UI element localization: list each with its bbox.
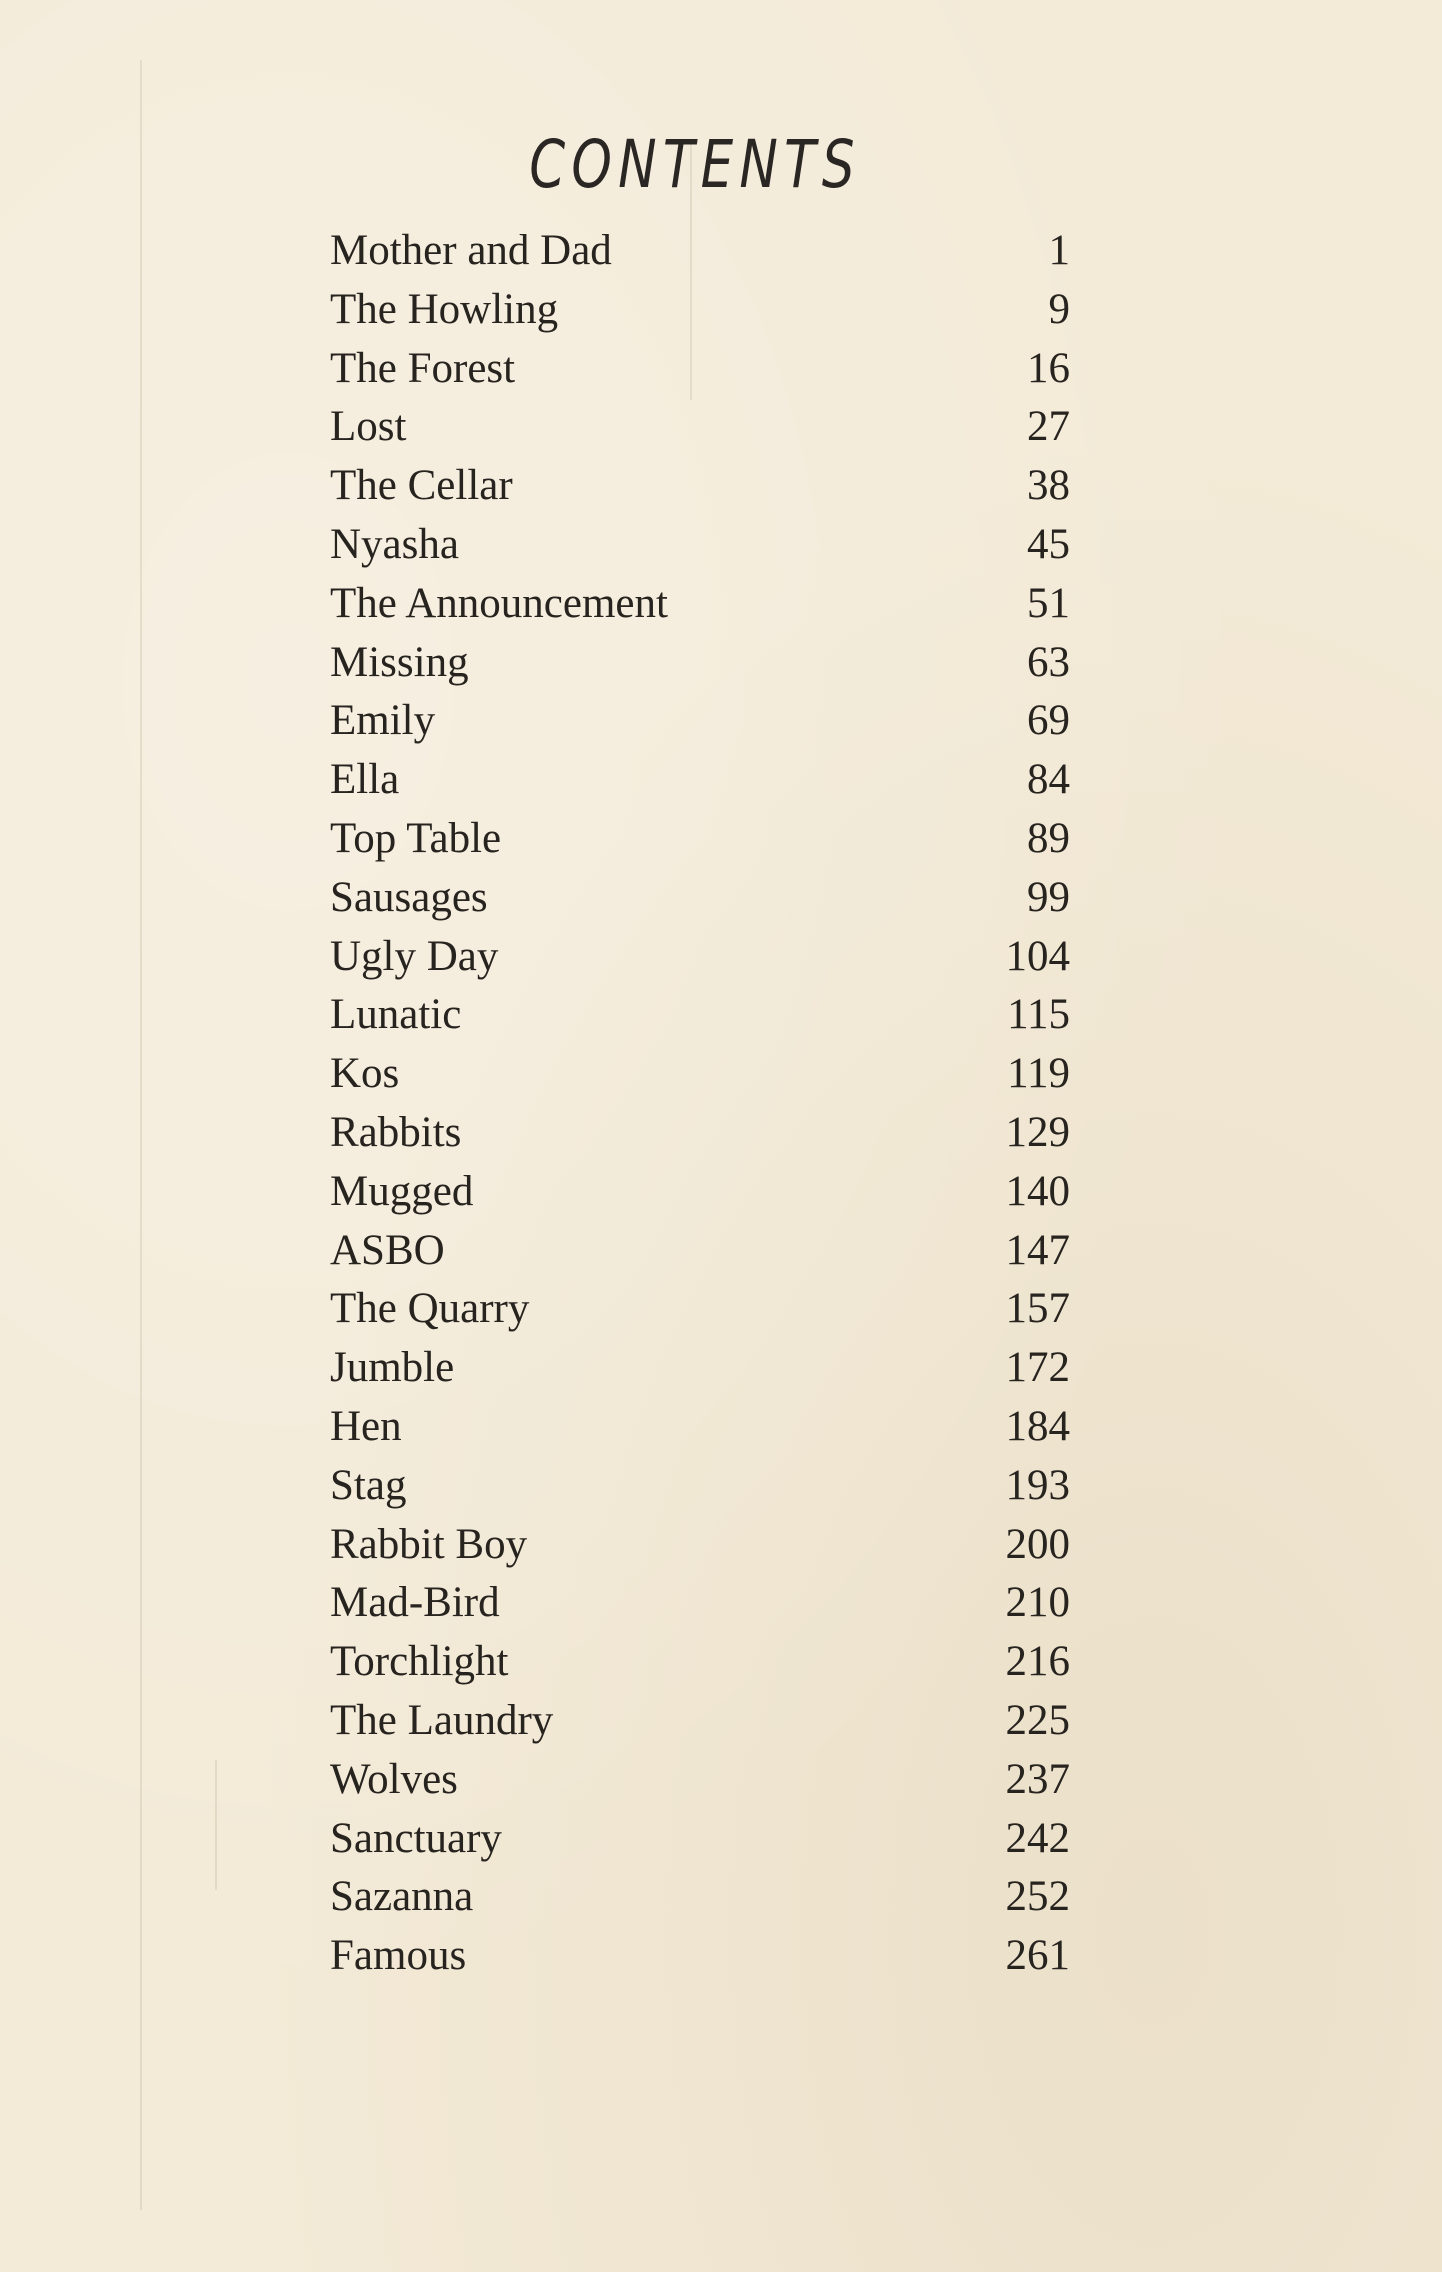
chapter-page-number: 99 <box>1027 873 1070 921</box>
toc-entry <box>330 1574 1070 1633</box>
chapter-title: Wolves <box>330 1755 458 1803</box>
chapter-page-number: 252 <box>1005 1873 1070 1921</box>
chapter-page-number: 237 <box>1005 1755 1070 1803</box>
toc-entry <box>330 1045 1070 1104</box>
chapter-title: Ugly Day <box>330 932 499 980</box>
chapter-page-number: 140 <box>1005 1167 1070 1215</box>
toc-entry <box>330 1163 1070 1222</box>
toc-entry <box>330 986 1070 1045</box>
chapter-page-number: 157 <box>1005 1285 1070 1333</box>
toc-entry <box>330 340 1070 399</box>
paper-crease <box>140 60 142 2210</box>
chapter-title: Sausages <box>330 873 488 921</box>
chapter-page-number: 16 <box>1027 344 1070 392</box>
table-of-contents <box>330 222 1070 1986</box>
toc-entry <box>330 281 1070 340</box>
chapter-title: Sazanna <box>330 1873 474 1921</box>
chapter-title: Famous <box>330 1932 467 1980</box>
chapter-page-number: 9 <box>1048 285 1070 333</box>
chapter-page-number: 261 <box>1005 1932 1070 1980</box>
chapter-page-number: 242 <box>1005 1814 1070 1862</box>
toc-entry <box>330 1810 1070 1869</box>
toc-entry <box>330 1457 1070 1516</box>
chapter-page-number: 89 <box>1027 814 1070 862</box>
toc-entry <box>330 1516 1070 1575</box>
toc-entry <box>330 1692 1070 1751</box>
toc-entry <box>330 222 1070 281</box>
toc-entry <box>330 457 1070 516</box>
chapter-page-number: 200 <box>1005 1520 1070 1568</box>
chapter-title: Sanctuary <box>330 1814 502 1862</box>
chapter-title: Mugged <box>330 1167 474 1215</box>
chapter-page-number: 84 <box>1027 756 1070 804</box>
chapter-page-number: 216 <box>1005 1638 1070 1686</box>
toc-entry <box>330 575 1070 634</box>
chapter-page-number: 69 <box>1027 697 1070 745</box>
chapter-page-number: 225 <box>1005 1696 1070 1744</box>
chapter-title: The Laundry <box>330 1696 554 1744</box>
toc-entry <box>330 1751 1070 1810</box>
toc-entry <box>330 1104 1070 1163</box>
chapter-page-number: 147 <box>1005 1226 1070 1274</box>
contents-heading: CONTENTS <box>529 126 861 204</box>
chapter-title: Missing <box>330 638 469 686</box>
toc-entry <box>330 692 1070 751</box>
toc-entry <box>330 810 1070 869</box>
chapter-title: The Announcement <box>330 579 668 627</box>
toc-entry <box>330 928 1070 987</box>
chapter-title: Mother and Dad <box>330 227 612 274</box>
chapter-title: The Cellar <box>330 462 513 510</box>
chapter-title: Jumble <box>330 1344 455 1392</box>
chapter-page-number: 38 <box>1027 462 1070 510</box>
toc-entry <box>330 751 1070 810</box>
chapter-page-number: 63 <box>1027 638 1070 686</box>
chapter-page-number: 193 <box>1005 1461 1070 1509</box>
toc-entry <box>330 1339 1070 1398</box>
chapter-title: Mad-Bird <box>330 1579 500 1627</box>
chapter-page-number: 45 <box>1027 520 1070 568</box>
toc-entry <box>330 398 1070 457</box>
chapter-page-number: 27 <box>1027 403 1070 451</box>
toc-entry <box>330 1633 1070 1692</box>
chapter-title: Kos <box>330 1050 400 1098</box>
toc-entry <box>330 1927 1070 1986</box>
chapter-page-number: 184 <box>1005 1402 1070 1450</box>
chapter-title: Ella <box>330 756 400 804</box>
toc-entry <box>330 1398 1070 1457</box>
chapter-page-number: 210 <box>1005 1579 1070 1627</box>
chapter-page-number: 172 <box>1005 1344 1070 1392</box>
toc-entry <box>330 869 1070 928</box>
chapter-title: Emily <box>330 697 436 745</box>
chapter-page-number: 129 <box>1005 1108 1070 1156</box>
chapter-title: Top Table <box>330 814 502 862</box>
chapter-title: The Quarry <box>330 1285 530 1333</box>
chapter-title: The Howling <box>330 285 559 333</box>
chapter-title: Lunatic <box>330 991 462 1039</box>
toc-entry <box>330 1868 1070 1927</box>
toc-entry <box>330 1222 1070 1281</box>
chapter-page-number: 104 <box>1005 932 1070 980</box>
chapter-title: Hen <box>330 1402 402 1450</box>
chapter-title: The Forest <box>330 344 516 392</box>
toc-entry <box>330 516 1070 575</box>
chapter-title: Stag <box>330 1461 407 1509</box>
chapter-title: Nyasha <box>330 520 459 568</box>
chapter-title: ASBO <box>330 1226 445 1274</box>
chapter-title: Lost <box>330 403 407 451</box>
chapter-title: Rabbit Boy <box>330 1520 528 1568</box>
chapter-page-number: 51 <box>1027 579 1070 627</box>
paper-crease <box>215 1760 217 1890</box>
chapter-page-number: 115 <box>1007 991 1070 1039</box>
chapter-page-number: 119 <box>1007 1050 1070 1098</box>
toc-entry <box>330 634 1070 693</box>
chapter-title: Torchlight <box>330 1638 509 1686</box>
chapter-title: Rabbits <box>330 1108 462 1156</box>
chapter-page-number: 1 <box>1048 227 1070 274</box>
toc-entry <box>330 1280 1070 1339</box>
